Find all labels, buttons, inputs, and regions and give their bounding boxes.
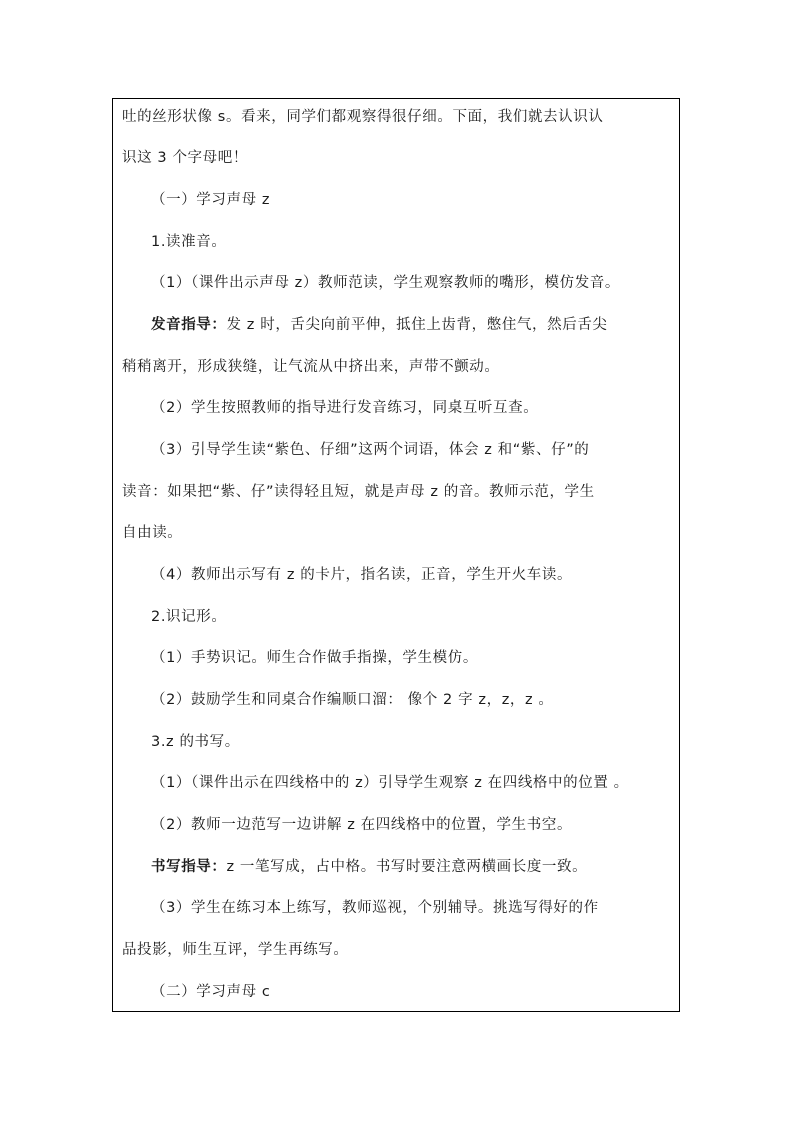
subsection-heading: 1.读准音。 xyxy=(151,234,227,250)
text-line: （3）引导学生读“紫色、仔细”这两个词语，体会 z 和“紫、仔”的 xyxy=(151,442,590,458)
text-line: 吐的丝形状像 s。看来，同学们都观察得很仔细。下面，我们就去认识认 xyxy=(122,109,604,125)
text-line: （3）学生在练习本上练写，教师巡视，个别辅导。挑选写得好的作 xyxy=(151,900,599,916)
text-line: （4）教师出示写有 z 的卡片，指名读，正音，学生开火车读。 xyxy=(151,567,573,583)
subsection-heading: 3.z 的书写。 xyxy=(151,734,240,750)
text-line: 读音：如果把“紫、仔”读得轻且短，就是声母 z 的音。教师示范，学生 xyxy=(122,484,595,500)
text-line: （2）学生按照教师的指导进行发音练习，同桌互听互查。 xyxy=(151,400,539,416)
text-line: （1）（课件出示在四线格中的 z）引导学生观察 z 在四线格中的位置 。 xyxy=(151,775,629,791)
section-heading: （二）学习声母 c xyxy=(151,984,271,1000)
subsection-heading: 2.识记形。 xyxy=(151,609,227,625)
text-line: （1）手势识记。师生合作做手指操，学生模仿。 xyxy=(151,650,478,666)
text-line: （1）（课件出示声母 z）教师范读，学生观察教师的嘴形，模仿发音。 xyxy=(151,275,620,291)
text-line: 识这 3 个字母吧！ xyxy=(122,150,248,166)
bold-label: 发音指导： xyxy=(151,317,227,333)
text-line: 稍稍离开，形成狭缝，让气流从中挤出来，声带不颤动。 xyxy=(122,359,500,375)
text-line: 书写指导：z 一笔写成，占中格。书写时要注意两横画长度一致。 xyxy=(151,859,588,875)
text-line: （2）鼓励学生和同桌合作编顺口溜： 像个 2 字 z，z，z 。 xyxy=(151,692,554,708)
text-line: 自由读。 xyxy=(122,525,183,541)
text-line: （2）教师一边范写一边讲解 z 在四线格中的位置，学生书空。 xyxy=(151,817,573,833)
section-heading: （一）学习声母 z xyxy=(151,192,271,208)
text-line: 品投影，师生互评，学生再练写。 xyxy=(122,942,349,958)
text-line: 发音指导：发 z 时，舌尖向前平伸，抵住上齿背，憋住气，然后舌尖 xyxy=(151,317,608,333)
bold-label: 书写指导： xyxy=(151,859,227,875)
